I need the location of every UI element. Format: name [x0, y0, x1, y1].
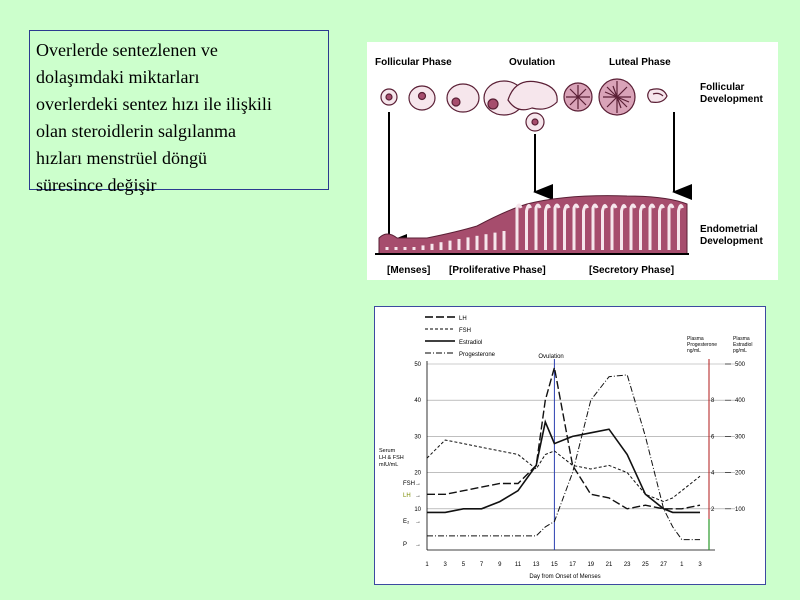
- left-marker-label: LH: [403, 493, 411, 499]
- description-text-box: [29, 30, 329, 195]
- progesterone-tick-label: 8: [711, 398, 715, 405]
- estradiol-tick-label: 200: [735, 470, 746, 477]
- text-line: olan steroidlerin salgılanma: [36, 121, 236, 141]
- estradiol-tick-label: 500: [735, 362, 746, 368]
- series-line-progesterone: [427, 375, 700, 540]
- text-line: dolaşımdaki miktarları: [36, 67, 200, 87]
- plot-area: [427, 368, 700, 540]
- luteal-phase-label: Luteal Phase: [609, 57, 671, 68]
- left-axis-title: mIU/mL: [379, 462, 399, 468]
- menstrual-cycle-diagram: [367, 42, 778, 280]
- corpus-albicans: [648, 89, 667, 103]
- ovulation-label: Ovulation: [509, 57, 556, 68]
- left-axis-title: Serum: [379, 448, 396, 454]
- marker-arrow: →: [415, 481, 421, 487]
- corpus-luteum: [599, 79, 635, 115]
- x-tick-label: 27: [660, 562, 667, 568]
- left-marker-label: E₂: [403, 519, 410, 525]
- x-tick-label: 5: [461, 562, 466, 568]
- series-line-lh: [427, 368, 700, 509]
- x-tick-label: 25: [642, 562, 649, 568]
- legend-label: LH: [459, 316, 467, 322]
- menses-label: [Menses]: [387, 265, 431, 276]
- x-tick-label: 11: [514, 562, 522, 568]
- progesterone-tick-label: 2: [711, 506, 715, 513]
- left-marker-label: P: [403, 542, 408, 548]
- follicular-phase-label: Follicular Phase: [375, 57, 452, 68]
- axis-labels: [379, 336, 752, 580]
- estradiol-axis-title: Estradiol: [733, 342, 753, 348]
- progesterone-axis-title: ng/mL: [687, 348, 701, 354]
- estradiol-tick-label: 400: [735, 398, 746, 405]
- chart-legend: [425, 316, 496, 358]
- ovulation-label: Ovulation: [538, 354, 564, 360]
- x-tick-label: 1: [680, 562, 684, 568]
- text-line: Overlerde sentezlenen ve: [36, 40, 218, 60]
- left-axis-title: LH & FSH: [379, 455, 404, 461]
- series-line-estradiol: [427, 422, 700, 513]
- progesterone-tick-label: 6: [711, 434, 715, 441]
- text-line: overlerdeki sentez hızı ile ilişkili: [36, 94, 272, 114]
- left-tick-label: 20: [414, 470, 421, 477]
- x-tick-label: 9: [498, 562, 502, 568]
- follicle-sequence: [381, 79, 667, 131]
- progesterone-tick-label: 4: [711, 470, 715, 477]
- follicular-development-label-1: Follicular: [700, 82, 745, 93]
- x-tick-label: 21: [605, 562, 613, 568]
- x-tick-label: 23: [623, 562, 631, 568]
- left-tick-label: 40: [414, 398, 421, 405]
- progesterone-axis-title: Plasma: [687, 336, 704, 342]
- marker-arrow: →: [415, 493, 421, 499]
- x-axis-title: Day from Onset of Menses: [529, 574, 601, 580]
- estradiol-tick-label: 100: [735, 506, 746, 513]
- text-line: süresince değişir: [36, 175, 157, 195]
- x-tick-label: 7: [479, 562, 484, 568]
- follicle-2: [409, 86, 435, 110]
- progesterone-axis-title: Progesterone: [687, 342, 718, 348]
- x-tick-label: 15: [551, 562, 558, 568]
- hormone-level-chart: [374, 306, 766, 585]
- legend-label: Progesterone: [459, 352, 496, 358]
- endometrial-development-label-1: Endometrial: [700, 224, 758, 235]
- estradiol-tick-label: 300: [735, 434, 746, 441]
- legend-label: FSH: [459, 328, 471, 334]
- left-tick-label: 10: [414, 506, 421, 513]
- legend-label: Estradiol: [459, 340, 483, 346]
- estradiol-axis-title: pg/mL: [733, 348, 747, 354]
- left-tick-label: 50: [414, 362, 421, 368]
- estradiol-axis-title: Plasma: [733, 336, 750, 342]
- follicle-3: [447, 84, 479, 112]
- x-tick-label: 1: [425, 562, 429, 568]
- marker-arrow: →: [415, 519, 421, 525]
- follicular-development-label-2: Development: [700, 94, 763, 105]
- follicle-1: [381, 89, 397, 105]
- left-marker-label: FSH: [403, 481, 415, 487]
- secretory-phase-label: [Secretory Phase]: [589, 265, 675, 276]
- endometrial-development-label-2: Development: [700, 236, 763, 247]
- released-oocyte: [526, 113, 544, 131]
- x-tick-label: 3: [443, 562, 447, 568]
- text-line: hızları menstrüel döngü: [36, 148, 207, 168]
- marker-arrow: →: [415, 542, 421, 548]
- x-tick-label: 17: [569, 562, 576, 568]
- x-tick-label: 19: [587, 562, 595, 568]
- endometrium-illustration: [375, 196, 689, 254]
- x-tick-label: 3: [698, 562, 702, 568]
- proliferative-phase-label: [Proliferative Phase]: [449, 265, 546, 276]
- x-tick-label: 13: [532, 562, 540, 568]
- follicle-6: [564, 83, 592, 111]
- left-tick-label: 30: [414, 434, 421, 441]
